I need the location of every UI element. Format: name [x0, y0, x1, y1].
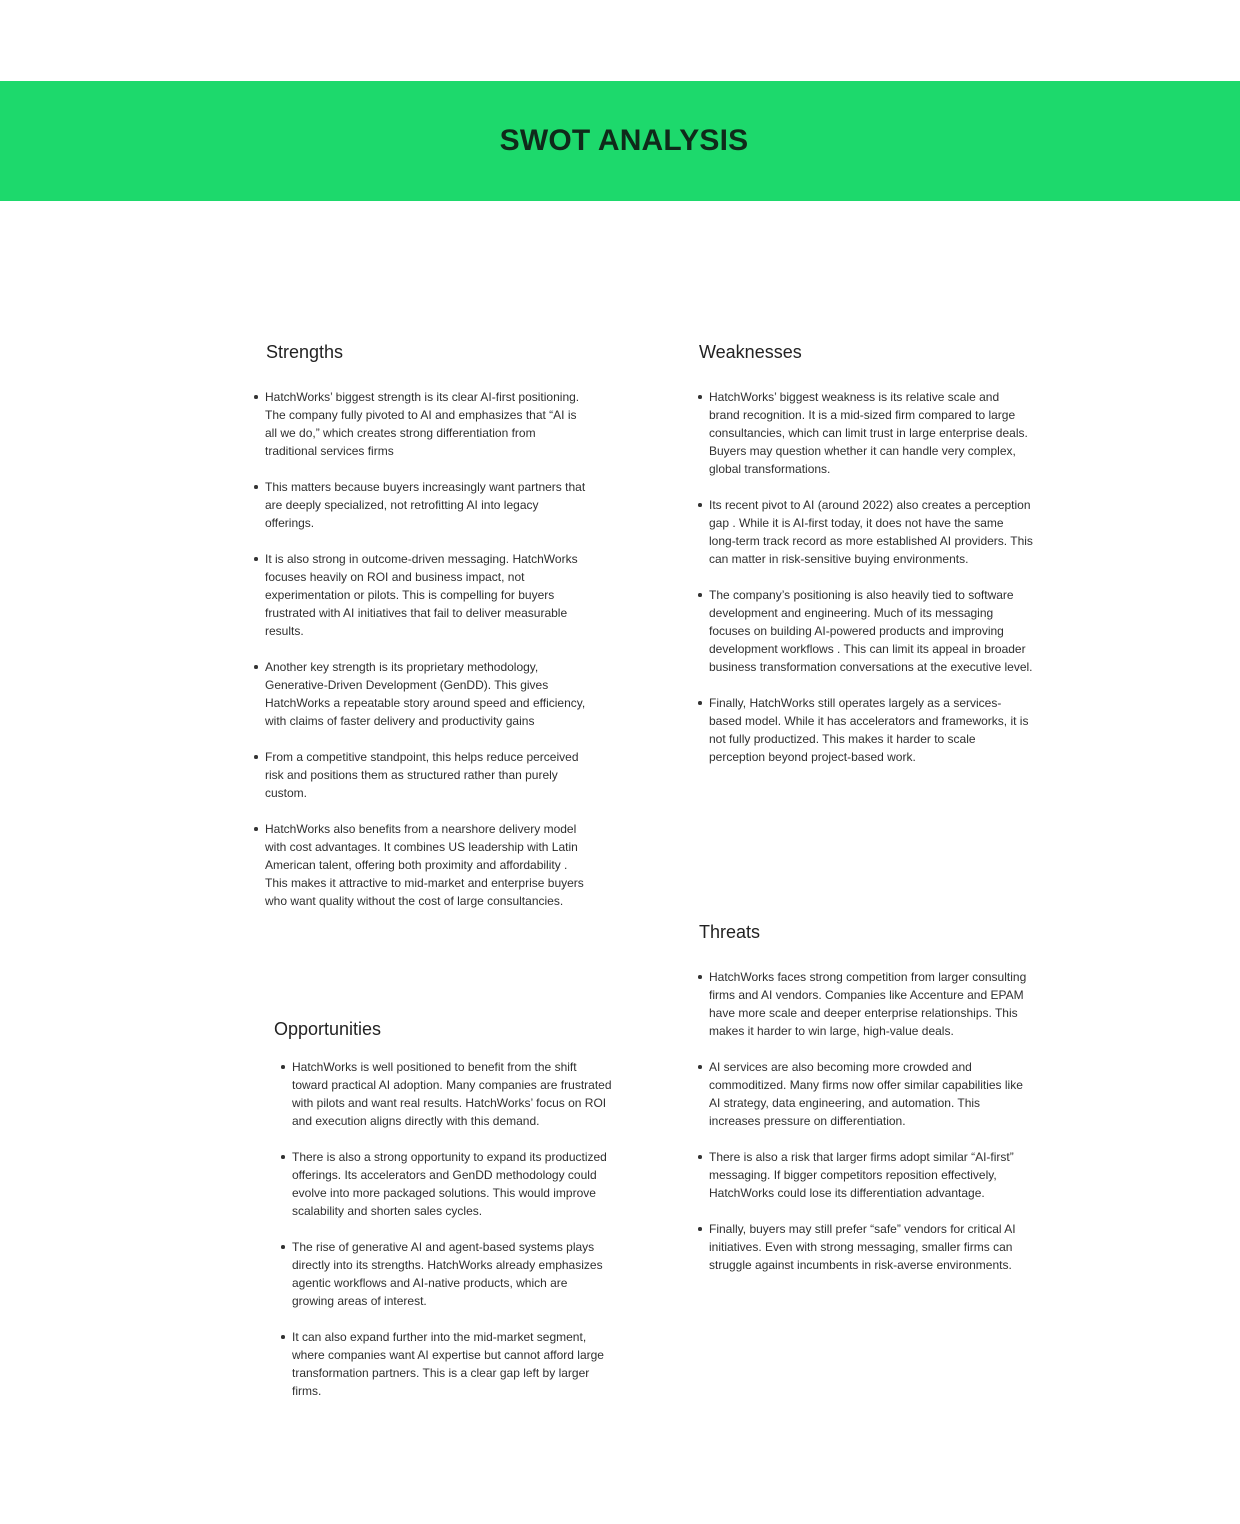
threats-heading: Threats [699, 922, 761, 942]
page-title: SWOT ANALYSIS [499, 124, 749, 157]
list-item: AI services are also becoming more crowded and commoditized. Many firms now offer similar capabilities like AI strategy, data engineering, and automation. This increases pressure on differentiation. [709, 1058, 1029, 1130]
list-item: Its recent pivot to AI (around 2022) also creates a perception gap . While it is AI-first today, it does not have the same long-term track record as more established AI providers. This can matter in risk-sensitive buying environments. [709, 498, 1033, 566]
strengths-heading: Strengths [266, 342, 344, 362]
threats-section [699, 922, 1039, 1272]
list-item: The rise of generative AI and agent-based systems plays directly into its strengths. HatchWorks already emphasizes agentic workflows and AI-native products, which are growing areas of interest. [292, 1238, 612, 1310]
list-item: HatchWorks’ biggest strength is its clear AI-first positioning. The company fully pivoted to AI and emphasizes that “AI is all we do,” which creates strong differentiation from traditional services firms [265, 388, 589, 460]
list-item: HatchWorks’ biggest weakness is its relative scale and brand recognition. It is a mid-sized firm compared to large consultancies, which can limit trust in large enterprise deals. Buyers may question whether it can handle very complex, global transformations. [709, 388, 1033, 478]
header-banner [0, 81, 1240, 201]
strengths-list [265, 388, 589, 928]
strengths-section [265, 342, 596, 908]
threats-list [709, 968, 1029, 1292]
opportunities-heading: Opportunities [274, 1019, 382, 1039]
list-item: Finally, HatchWorks still operates largely as a services-based model. While it has accelerators and frameworks, it is not fully productized. This makes it harder to scale perception beyond project-based work. [709, 694, 1033, 766]
weaknesses-section [699, 342, 1039, 764]
list-item: It can also expand further into the mid-market segment, where companies want AI expertise but cannot afford large transformation partners. This is a clear gap left by larger firms. [292, 1328, 612, 1400]
list-item: It is also strong in outcome-driven messaging. HatchWorks focuses heavily on ROI and business impact, not experimentation or pilots. This is compelling for buyers frustrated with AI initiatives that fail to deliver measurable results. [265, 550, 589, 640]
list-item: HatchWorks also benefits from a nearshore delivery model with cost advantages. It combines US leadership with Latin American talent, offering both proximity and affordability . This makes it attractive to mid-market and enterprise buyers who want quality without the cost of large consultancies. [265, 820, 589, 910]
list-item: From a competitive standpoint, this helps reduce perceived risk and positions them as structured rather than purely custom. [265, 748, 589, 802]
list-item: Another key strength is its proprietary methodology, Generative-Driven Development (GenDD). This gives HatchWorks a repeatable story around speed and efficiency, with claims of faster delivery and productivity gains [265, 658, 589, 730]
list-item: Finally, buyers may still prefer “safe” vendors for critical AI initiatives. Even with strong messaging, smaller firms can struggle against incumbents in risk-averse environments. [709, 1220, 1029, 1274]
weaknesses-list [709, 388, 1033, 784]
list-item: The company’s positioning is also heavily tied to software development and engineering. Much of its messaging focuses on building AI-powered products and improving development workflows . This can limit its appeal in broader business transformation conversations at the executive level. [709, 588, 1033, 674]
weaknesses-heading: Weaknesses [699, 342, 802, 362]
opportunities-list [292, 1058, 612, 1418]
list-item: HatchWorks is well positioned to benefit from the shift toward practical AI adoption. Many companies are frustrated with pilots and want real results. HatchWorks’ focus on ROI and execution aligns directly with this demand. [292, 1060, 612, 1128]
list-item: There is also a risk that larger firms adopt similar “AI-first” messaging. If bigger competitors reposition effectively, HatchWorks could lose its differentiation advantage. [709, 1148, 1029, 1202]
opportunities-section [274, 1019, 614, 1398]
list-item: There is also a strong opportunity to expand its productized offerings. Its accelerators and GenDD methodology could evolve into more packaged solutions. This would improve scalability and shorten sales cycles. [292, 1148, 612, 1220]
list-item: HatchWorks faces strong competition from larger consulting firms and AI vendors. Companies like Accenture and EPAM have more scale and deeper enterprise relationships. This makes it harder to win large, high-value deals. [709, 968, 1029, 1040]
list-item: This matters because buyers increasingly want partners that are deeply specialized, not retrofitting AI into legacy offerings. [265, 478, 589, 532]
